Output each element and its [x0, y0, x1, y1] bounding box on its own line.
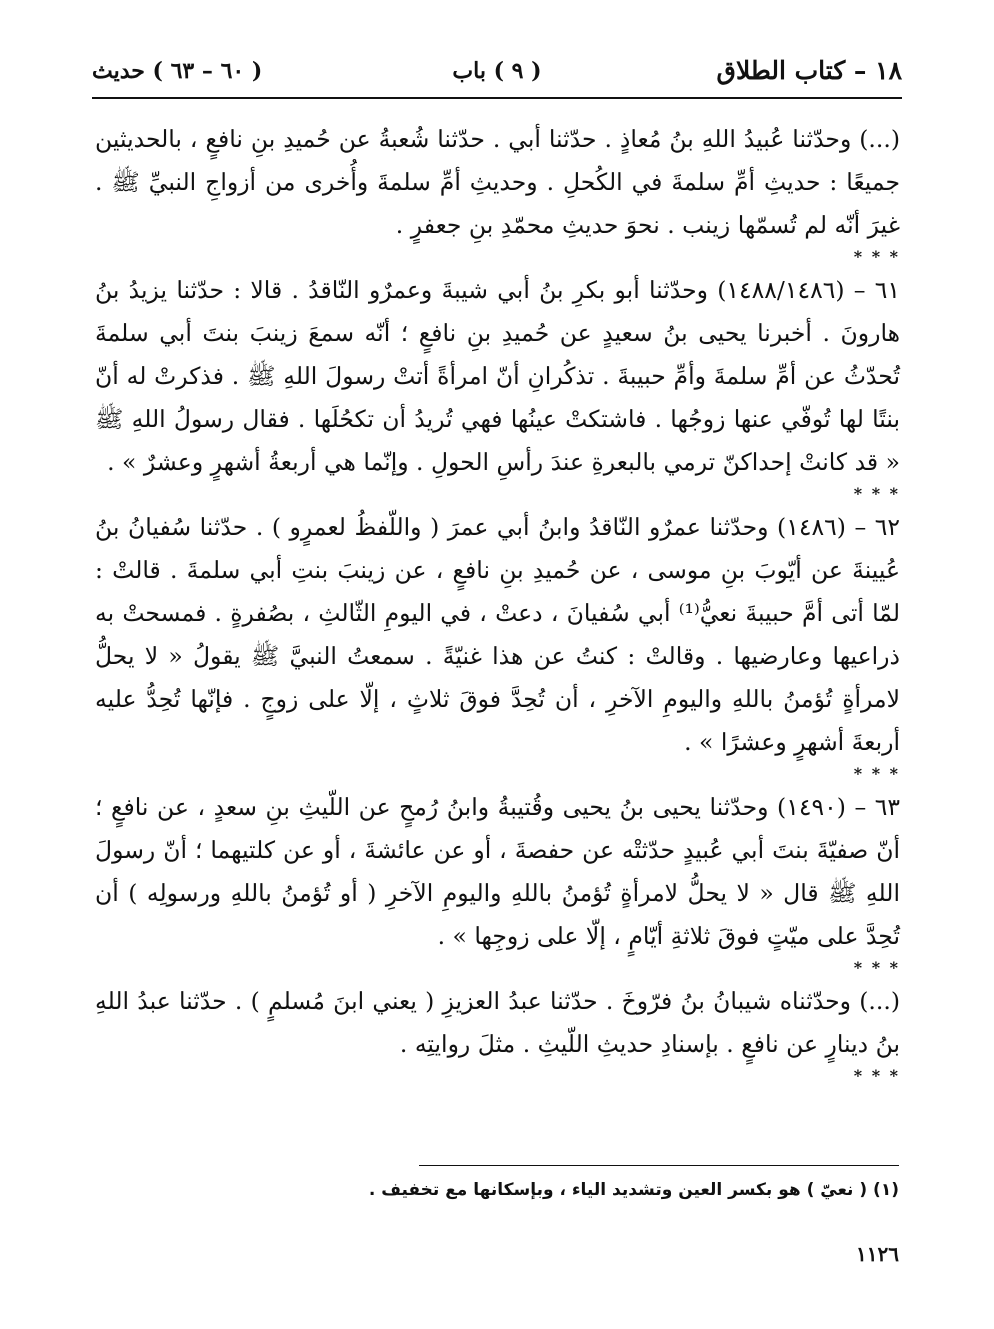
section-separator: * * * [853, 247, 900, 266]
hadith-range: ( ٦٠ – ٦٣ ) حديث [92, 58, 263, 84]
main-text [95, 118, 900, 1088]
footnote-divider [419, 1165, 899, 1166]
section-separator: * * * [853, 958, 900, 977]
hadith-paragraph: ٦٣ – (١٤٩٠) وحدّثنا يحيى بنُ يحيى وقُتيبةُ وابنُ رُمحٍ عن اللّيثِ بنِ سعدٍ ، عن نافعٍ ؛ أنّ صفيّةَ بنتَ أبي عُبيدٍ حدّثتْه عن حفصةَ ، أو عن عائشةَ ، أو عن كلتيهما ؛ أنّ رسولَ اللهِ ﷺ قال « لا يحلُّ لامرأةٍ تُؤمنُ باللهِ واليومِ الآخرِ ( أو تُؤمنُ باللهِ ورسولِه ) أن تُحِدَّ على ميّتٍ فوقَ ثلاثةِ أيّامٍ ، إلّا على زوجِها » . [95, 793, 901, 950]
hadith-paragraph: ٦١ – (١٤٨٨/١٤٨٦) وحدّثنا أبو بكرِ بنُ أبي شيبةَ وعمرٌو النّاقدُ . قالا : حدّثنا يزيدُ بنُ هارونَ . أخبرنا يحيى بنُ سعيدٍ عن حُميدِ بنِ نافعٍ ؛ أنّه سمعَ زينبَ بنتَ أبي سلمةَ تُحدّثُ عن أمِّ سلمةَ وأمِّ حبيبةَ . تذكُرانِ أنّ امرأةً أتتْ رسولَ اللهِ ﷺ . فذكرتْ له أنّ بنتًا لها تُوفّي عنها زوجُها . فاشتكتْ عينُها فهي تُريدُ أن تكحُلَها . فقال رسولُ اللهِ ﷺ « قد كانتْ إحداكنّ ترمي بالبعرةِ عندَ رأسِ الحولِ . وإنّما هي أربعةُ أشهرٍ وعشرٌ » . [95, 276, 901, 476]
hadith-paragraph: ٦٢ – (١٤٨٦) وحدّثنا عمرٌو النّاقدُ وابنُ أبي عمرَ ( واللّفظُ لعمرٍو ) . حدّثنا سُفيانُ بنُ عُيينةَ عن أيّوبَ بنِ موسى ، عن حُميدِ بنِ نافعٍ ، عن زينبَ بنتِ أبي سلمةَ . قالتْ : لمّا أتى أمَّ حبيبةَ نعيُّ⁽¹⁾ أبي سُفيانَ ، دعتْ ، في اليومِ الثّالثِ ، بصُفرةٍ . فمسحتْ به ذراعيها وعارضيها . وقالتْ : كنتُ عن هذا غنيّةً . سمعتُ النبيَّ ﷺ يقولُ « لا يحلُّ لامرأةٍ تُؤمنُ باللهِ واليومِ الآخرِ ، أن تُحِدَّ فوقَ ثلاثٍ ، إلّا على زوجٍ . فإنّها تُحِدُّ عليه أربعةَ أشهرٍ وعشرًا » . [95, 513, 901, 756]
section-separator: * * * [853, 764, 900, 783]
hadith-paragraph: (...) وحدّثناه شيبانُ بنُ فرّوخَ . حدّثنا عبدُ العزيزِ ( يعني ابنَ مُسلمٍ ) . حدّثنا عبدُ اللهِ بنُ دينارٍ عن نافعٍ . بإسنادِ حديثِ اللّيثِ . مثلَ روايتِه . [95, 987, 900, 1058]
section-label: ( ٩ ) باب [452, 58, 542, 84]
page-header [92, 56, 902, 92]
section-separator: * * * [853, 1066, 900, 1085]
page-number: ١١٢٦ [856, 1242, 899, 1266]
chapter-title: ١٨ – كتاب الطلاق [716, 56, 902, 85]
header-divider [92, 97, 902, 99]
hadith-paragraph: (...) وحدّثنا عُبيدُ اللهِ بنُ مُعاذٍ . حدّثنا أبي . حدّثنا شُعبةُ عن حُميدِ بنِ نافعٍ ، بالحديثين جميعًا : حديثِ أمِّ سلمةَ في الكُحلِ . وحديثِ أمِّ سلمةَ وأُخرى من أزواجِ النبيِّ ﷺ . غيرَ أنّه لم تُسمّها زينب . نحوَ حديثِ محمّدِ بنِ جعفرٍ . [95, 125, 900, 239]
section-separator: * * * [853, 484, 900, 503]
footnote: (١) ( نعيّ ) هو بكسر العين وتشديد الياء ، وبإسكانها مع تخفيف . [368, 1180, 899, 1200]
